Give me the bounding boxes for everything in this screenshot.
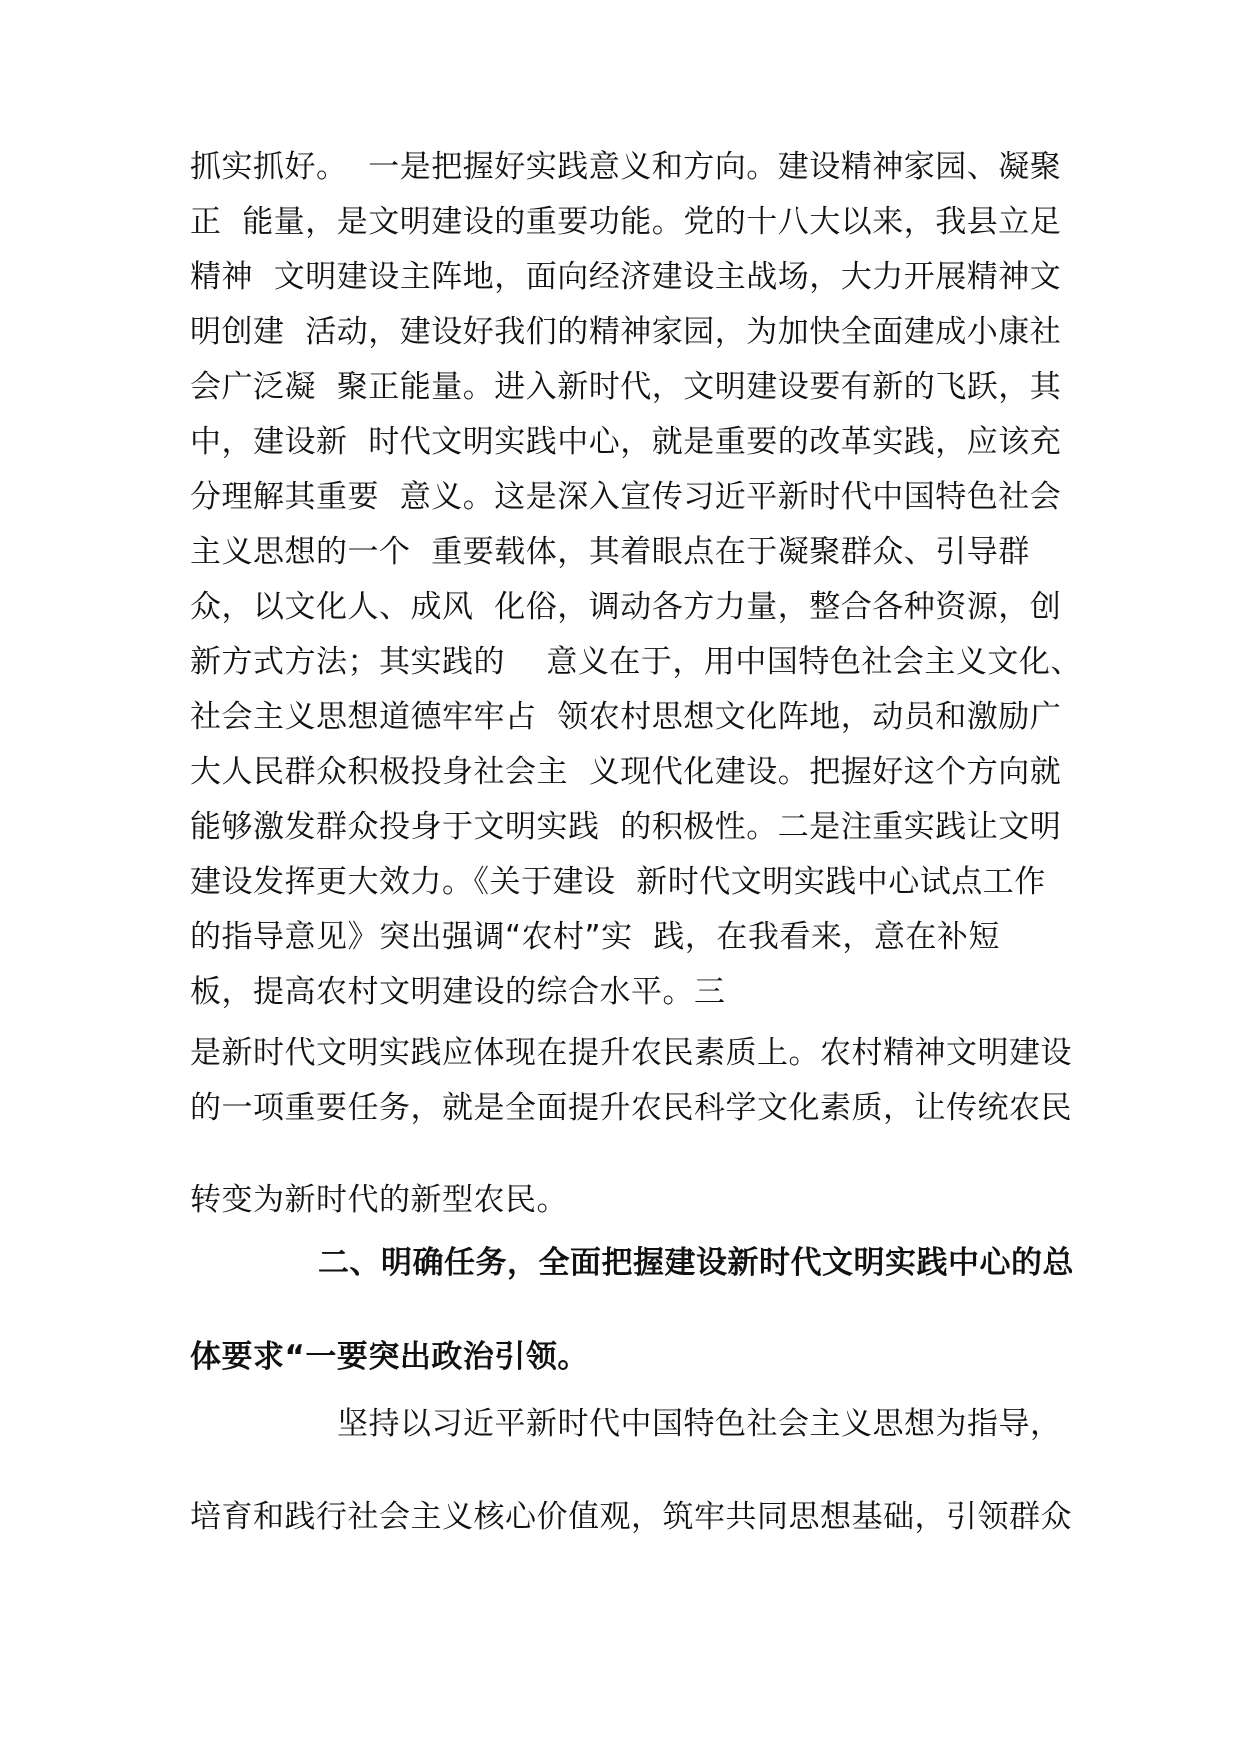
body-text-line: 板，提高农村文明建设的综合水平。三 (190, 974, 726, 1010)
body-text-line: 众，以文化人、成风 化俗，调动各方力量，整合各种资源，创 (190, 589, 1062, 625)
body-text-line: 转变为新时代的新型农民。 (190, 1182, 568, 1218)
body-text-line: 中，建设新 时代文明实践中心，就是重要的改革实践，应该充 (190, 424, 1062, 460)
body-text-line: 建设发挥更大效力。《关于建设 新时代文明实践中心试点工作 (190, 864, 1046, 900)
body-text-line: 精神 文明建设主阵地，面向经济建设主战场，大力开展精神文 (190, 259, 1062, 295)
body-text-line: 社会主义思想道德牢牢占 领农村思想文化阵地，动员和激励广 (190, 699, 1062, 735)
body-text-line: 的一项重要任务，就是全面提升农民科学文化素质，让传统农民 (190, 1090, 1072, 1126)
body-text-line: 培育和践行社会主义核心价值观，筑牢共同思想基础，引领群众 (190, 1499, 1072, 1535)
body-text-line: 能够激发群众投身于文明实践 的积极性。二是注重实践让文明 (190, 809, 1062, 845)
section-heading: 二、明确任务，全面把握建设新时代文明实践中心的总 (318, 1245, 1074, 1281)
paragraph-first-line: 坚持以习近平新时代中国特色社会主义思想为指导， (337, 1406, 1062, 1442)
body-text-line: 的指导意见》突出强调“农村”实 践，在我看来，意在补短 (190, 919, 1000, 955)
body-text-line: 明创建 活动，建设好我们的精神家园，为加快全面建成小康社 (190, 314, 1062, 350)
body-text-line: 抓实抓好。 一是把握好实践意义和方向。建设精神家园、凝聚 (190, 149, 1062, 185)
body-text-line: 主义思想的一个 重要载体，其着眼点在于凝聚群众、引导群 (190, 534, 1030, 570)
body-text-line: 分理解其重要 意义。这是深入宣传习近平新时代中国特色社会 (190, 479, 1062, 515)
body-text-line: 是新时代文明实践应体现在提升农民素质上。农村精神文明建设 (190, 1035, 1072, 1071)
section-heading-continuation: 体要求“一要突出政治引领。 (190, 1339, 589, 1375)
body-text-line: 会广泛凝 聚正能量。进入新时代，文明建设要有新的飞跃，其 (190, 369, 1062, 405)
body-text-line: 大人民群众积极投身社会主 义现代化建设。把握好这个方向就 (190, 754, 1062, 790)
body-text-line: 新方式方法；其实践的 意义在于，用中国特色社会主义文化、 (190, 644, 1082, 680)
body-text-line: 正 能量，是文明建设的重要功能。党的十八大以来，我县立足 (190, 204, 1062, 240)
